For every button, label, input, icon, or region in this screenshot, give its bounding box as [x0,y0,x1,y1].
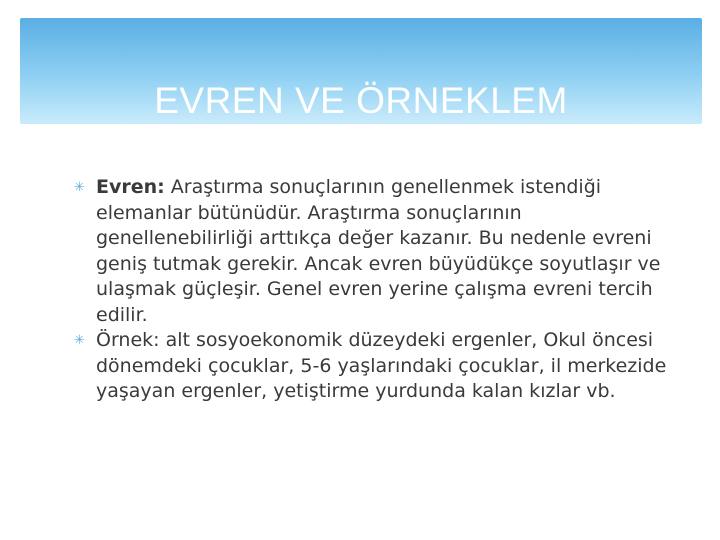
bullet-item-ornek [74,328,674,405]
asterisk-bullet-icon: ✳ [74,333,85,348]
bullet-text: Araştırma sonuçlarının genellenmek istendiği elemanlar bütünüdür. Araştırma sonuçlarının genellenebilirliği arttıkça değer kazanır. Bu nedenle evreni geniş tutmak gerekir. Ancak evren büyüdükçe soyutlaşır ve ulaşmak güçleşir. Genel evren yerine çalışma evreni tercih edilir. [96,176,661,326]
asterisk-bullet-icon: ✳ [74,180,85,195]
bullet-term: Evren: [96,176,165,198]
bullet-text: Örnek: alt sosyoekonomik düzeydeki ergenler, Okul öncesi dönemdeki çocuklar, 5-6 yaşlarındaki çocuklar, il merkezide yaşayan ergenler, yetiştirme yurdunda kalan kızlar vb. [96,329,667,402]
slide-title: EVREN VE ÖRNEKLEM [154,79,568,121]
bullet-item-evren [74,175,674,328]
slide-body [74,175,674,405]
